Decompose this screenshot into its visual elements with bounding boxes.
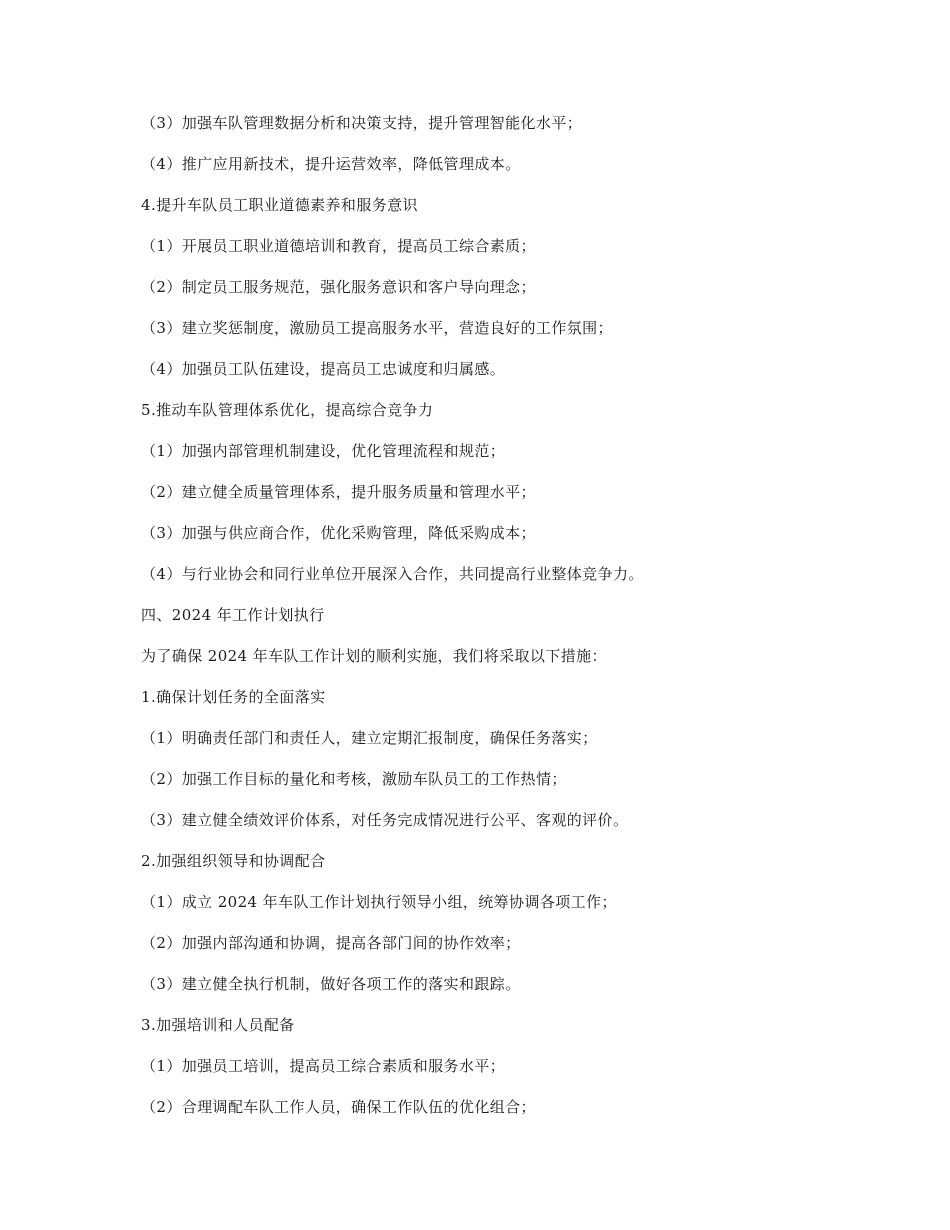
section-heading: 4.提升车队员工职业道德素养和服务意识 <box>141 196 418 214</box>
section-heading: 5.推动车队管理体系优化，提高综合竞争力 <box>141 401 434 419</box>
list-item: （4）推广应用新技术，提升运营效率，降低管理成本。 <box>141 155 521 173</box>
list-item: （3）加强车队管理数据分析和决策支持，提升管理智能化水平； <box>141 114 583 132</box>
list-item: （2）合理调配车队工作人员，确保工作队伍的优化组合； <box>141 1098 536 1116</box>
list-item: （1）明确责任部门和责任人，建立定期汇报制度，确保任务落实； <box>141 729 598 747</box>
list-item: （2）加强工作目标的量化和考核，激励车队员工的工作热情； <box>141 770 567 788</box>
chapter-heading: 四、2024 年工作计划执行 <box>141 606 325 624</box>
section-heading: 3.加强培训和人员配备 <box>141 1016 295 1034</box>
list-item: （3）加强与供应商合作，优化采购管理，降低采购成本； <box>141 524 536 542</box>
list-item: （3）建立健全执行机制，做好各项工作的落实和跟踪。 <box>141 975 521 993</box>
list-item: （4）加强员工队伍建设，提高员工忠诚度和归属感。 <box>141 360 506 378</box>
list-item: （2）建立健全质量管理体系，提升服务质量和管理水平； <box>141 483 536 501</box>
list-item: （1）加强内部管理机制建设，优化管理流程和规范； <box>141 442 506 460</box>
section-heading: 1.确保计划任务的全面落实 <box>141 688 326 706</box>
list-item: （1）成立 2024 年车队工作计划执行领导小组，统筹协调各项工作； <box>141 893 617 911</box>
list-item: （3）建立健全绩效评价体系，对任务完成情况进行公平、客观的评价。 <box>141 811 629 829</box>
list-item: （2）加强内部沟通和协调，提高各部门间的协作效率； <box>141 934 521 952</box>
list-item: （2）制定员工服务规范，强化服务意识和客户导向理念； <box>141 278 536 296</box>
list-item: （1）开展员工职业道德培训和教育，提高员工综合素质； <box>141 237 536 255</box>
list-item: （3）建立奖惩制度，激励员工提高服务水平，营造良好的工作氛围； <box>141 319 613 337</box>
list-item: （1）加强员工培训，提高员工综合素质和服务水平； <box>141 1057 506 1075</box>
paragraph: 为了确保 2024 年车队工作计划的顺利实施，我们将采取以下措施： <box>141 647 607 665</box>
list-item: （4）与行业协会和同行业单位开展深入合作，共同提高行业整体竞争力。 <box>141 565 644 583</box>
section-heading: 2.加强组织领导和协调配合 <box>141 852 326 870</box>
